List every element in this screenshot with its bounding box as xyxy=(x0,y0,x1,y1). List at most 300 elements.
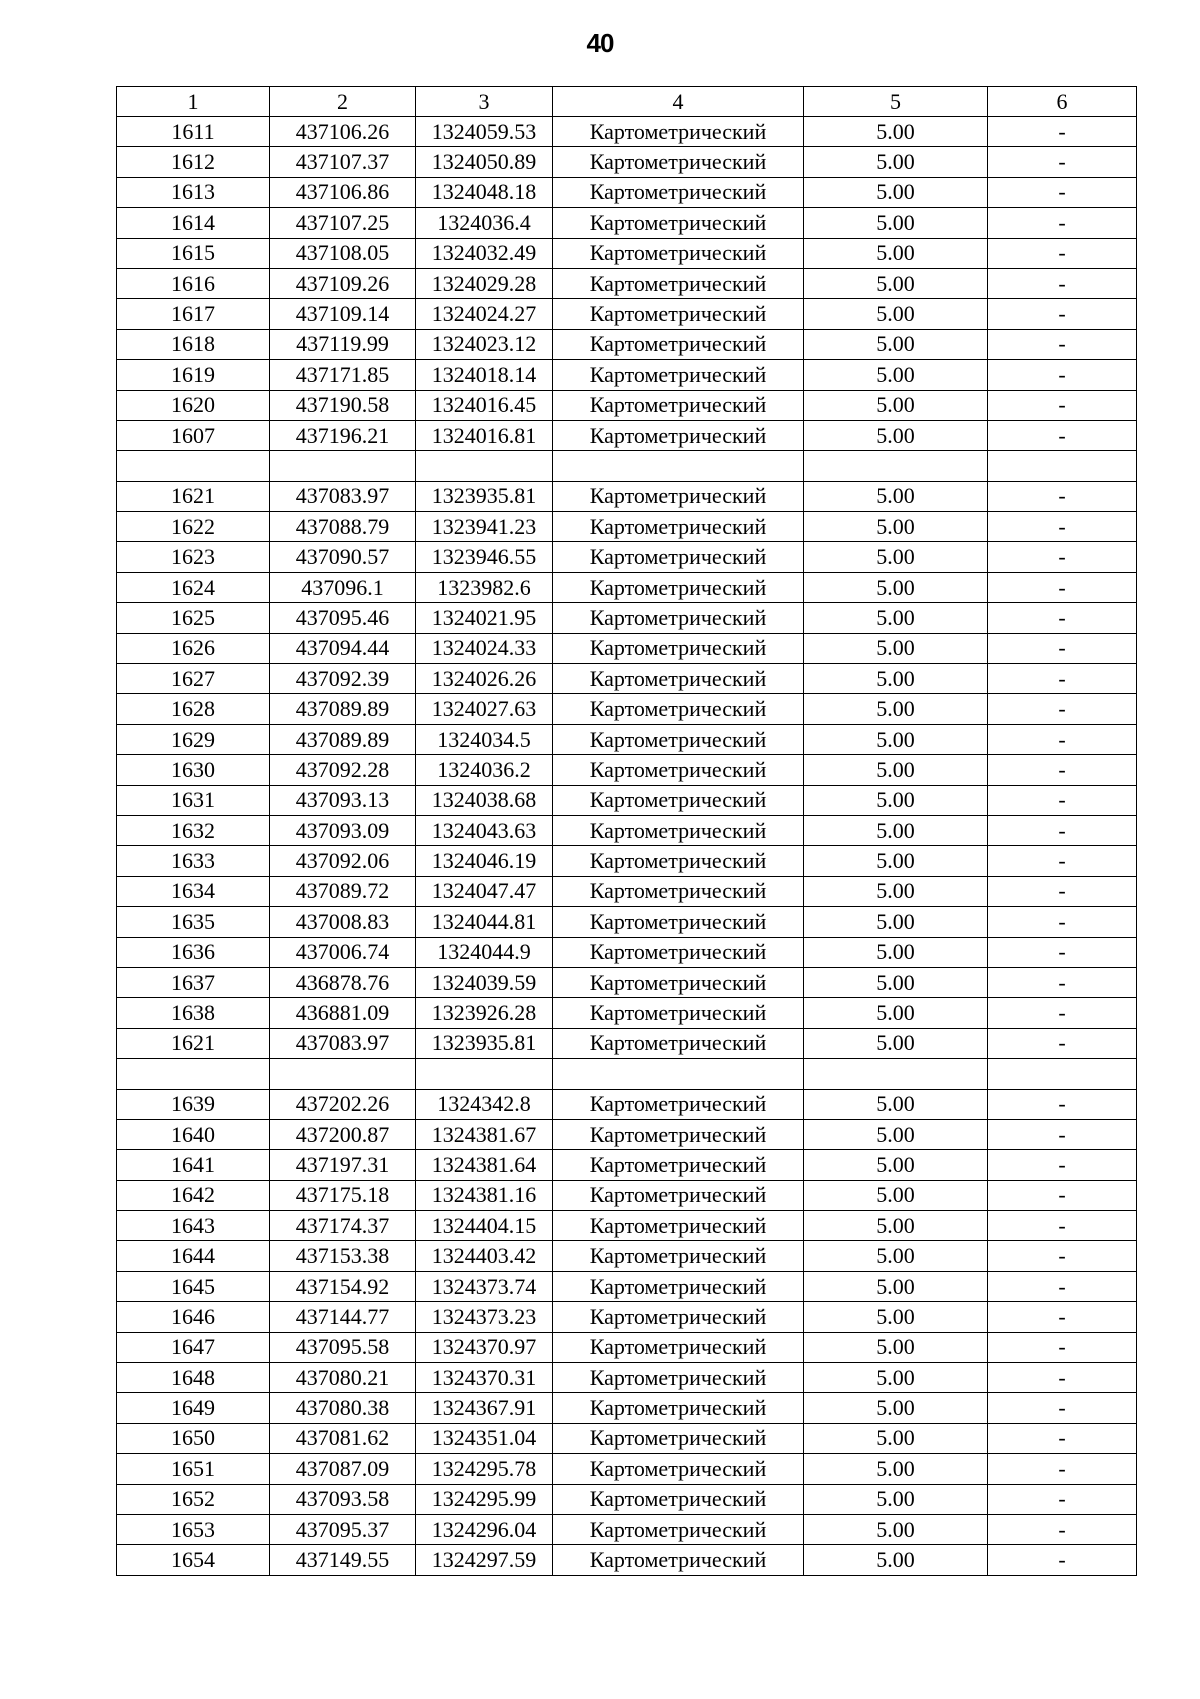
y-coordinate-cell: 1324403.42 xyxy=(416,1241,553,1271)
note-cell: - xyxy=(988,998,1137,1028)
point-number-cell: 1653 xyxy=(117,1514,270,1544)
method-cell: Картометрический xyxy=(553,1332,804,1362)
page-number: 40 xyxy=(586,28,614,58)
y-coordinate-cell: 1324034.5 xyxy=(416,724,553,754)
x-coordinate-cell: 437119.99 xyxy=(270,329,416,359)
x-coordinate-cell: 437080.21 xyxy=(270,1363,416,1393)
note-cell: - xyxy=(988,1211,1137,1241)
accuracy-cell: 5.00 xyxy=(804,664,988,694)
y-coordinate-cell: 1324404.15 xyxy=(416,1211,553,1241)
y-coordinate-cell: 1324047.47 xyxy=(416,876,553,906)
table-row xyxy=(117,1302,1137,1332)
y-coordinate-cell: 1324024.27 xyxy=(416,299,553,329)
x-coordinate-cell: 437089.89 xyxy=(270,694,416,724)
table-row xyxy=(117,1241,1137,1271)
y-coordinate-cell: 1324342.8 xyxy=(416,1089,553,1119)
method-cell: Картометрический xyxy=(553,238,804,268)
x-coordinate-cell: 437109.26 xyxy=(270,268,416,298)
table-row xyxy=(117,907,1137,937)
note-cell: - xyxy=(988,329,1137,359)
method-cell: Картометрический xyxy=(553,603,804,633)
y-coordinate-cell: 1324044.81 xyxy=(416,907,553,937)
accuracy-cell: 5.00 xyxy=(804,208,988,238)
y-coordinate-cell: 1324016.45 xyxy=(416,390,553,420)
point-number-cell: 1634 xyxy=(117,876,270,906)
y-coordinate-cell: 1324048.18 xyxy=(416,177,553,207)
table-row xyxy=(117,846,1137,876)
x-coordinate-cell: 437089.72 xyxy=(270,876,416,906)
note-cell: - xyxy=(988,1089,1137,1119)
x-coordinate-cell: 437096.1 xyxy=(270,572,416,602)
point-number-cell: 1652 xyxy=(117,1484,270,1514)
note-cell: - xyxy=(988,238,1137,268)
y-coordinate-cell: 1324026.26 xyxy=(416,664,553,694)
point-number-cell: 1619 xyxy=(117,360,270,390)
table-row xyxy=(117,1423,1137,1453)
method-cell: Картометрический xyxy=(553,1241,804,1271)
point-number-cell: 1632 xyxy=(117,815,270,845)
method-cell: Картометрический xyxy=(553,1484,804,1514)
accuracy-cell: 5.00 xyxy=(804,1393,988,1423)
table-row xyxy=(117,785,1137,815)
y-coordinate-cell: 1323982.6 xyxy=(416,572,553,602)
y-coordinate-cell xyxy=(416,1059,553,1089)
note-cell: - xyxy=(988,481,1137,511)
y-coordinate-cell: 1324381.67 xyxy=(416,1119,553,1149)
accuracy-cell: 5.00 xyxy=(804,633,988,663)
point-number-cell: 1637 xyxy=(117,967,270,997)
table-row xyxy=(117,147,1137,177)
x-coordinate-cell: 437006.74 xyxy=(270,937,416,967)
note-cell: - xyxy=(988,664,1137,694)
method-cell: Картометрический xyxy=(553,208,804,238)
accuracy-cell: 5.00 xyxy=(804,390,988,420)
x-coordinate-cell: 437202.26 xyxy=(270,1089,416,1119)
accuracy-cell: 5.00 xyxy=(804,694,988,724)
x-coordinate-cell: 437083.97 xyxy=(270,1028,416,1058)
coordinates-table xyxy=(116,86,1137,1576)
point-number-cell: 1613 xyxy=(117,177,270,207)
point-number-cell: 1635 xyxy=(117,907,270,937)
accuracy-cell: 5.00 xyxy=(804,268,988,298)
table-row xyxy=(117,512,1137,542)
y-coordinate-cell: 1324029.28 xyxy=(416,268,553,298)
table-row xyxy=(117,481,1137,511)
y-coordinate-cell: 1323935.81 xyxy=(416,1028,553,1058)
method-cell: Картометрический xyxy=(553,1271,804,1301)
accuracy-cell: 5.00 xyxy=(804,542,988,572)
y-coordinate-cell: 1324021.95 xyxy=(416,603,553,633)
y-coordinate-cell: 1324381.64 xyxy=(416,1150,553,1180)
y-coordinate-cell: 1324295.99 xyxy=(416,1484,553,1514)
method-cell: Картометрический xyxy=(553,694,804,724)
header-cell: 4 xyxy=(553,87,804,117)
note-cell: - xyxy=(988,1514,1137,1544)
accuracy-cell: 5.00 xyxy=(804,967,988,997)
table-row xyxy=(117,1028,1137,1058)
table-row xyxy=(117,329,1137,359)
x-coordinate-cell: 437153.38 xyxy=(270,1241,416,1271)
accuracy-cell: 5.00 xyxy=(804,785,988,815)
y-coordinate-cell: 1323926.28 xyxy=(416,998,553,1028)
note-cell: - xyxy=(988,1393,1137,1423)
y-coordinate-cell: 1324381.16 xyxy=(416,1180,553,1210)
y-coordinate-cell: 1324295.78 xyxy=(416,1454,553,1484)
table-header-row xyxy=(117,87,1137,117)
x-coordinate-cell: 437095.46 xyxy=(270,603,416,633)
table-row xyxy=(117,694,1137,724)
table-row xyxy=(117,208,1137,238)
point-number-cell: 1639 xyxy=(117,1089,270,1119)
y-coordinate-cell xyxy=(416,451,553,481)
x-coordinate-cell: 437094.44 xyxy=(270,633,416,663)
y-coordinate-cell: 1323946.55 xyxy=(416,542,553,572)
point-number-cell: 1611 xyxy=(117,117,270,147)
y-coordinate-cell: 1324043.63 xyxy=(416,815,553,845)
note-cell: - xyxy=(988,1150,1137,1180)
point-number-cell: 1618 xyxy=(117,329,270,359)
accuracy-cell: 5.00 xyxy=(804,117,988,147)
x-coordinate-cell: 437092.06 xyxy=(270,846,416,876)
table-row xyxy=(117,177,1137,207)
method-cell: Картометрический xyxy=(553,998,804,1028)
table-row xyxy=(117,633,1137,663)
method-cell: Картометрический xyxy=(553,329,804,359)
table-row xyxy=(117,572,1137,602)
x-coordinate-cell: 437106.26 xyxy=(270,117,416,147)
accuracy-cell: 5.00 xyxy=(804,177,988,207)
method-cell: Картометрический xyxy=(553,1454,804,1484)
x-coordinate-cell: 436881.09 xyxy=(270,998,416,1028)
point-number-cell: 1622 xyxy=(117,512,270,542)
x-coordinate-cell: 436878.76 xyxy=(270,967,416,997)
method-cell: Картометрический xyxy=(553,815,804,845)
table-row xyxy=(117,299,1137,329)
accuracy-cell: 5.00 xyxy=(804,603,988,633)
note-cell: - xyxy=(988,603,1137,633)
y-coordinate-cell: 1324373.74 xyxy=(416,1271,553,1301)
note-cell: - xyxy=(988,299,1137,329)
x-coordinate-cell: 437108.05 xyxy=(270,238,416,268)
point-number-cell: 1624 xyxy=(117,572,270,602)
x-coordinate-cell: 437083.97 xyxy=(270,481,416,511)
accuracy-cell xyxy=(804,451,988,481)
point-number-cell: 1625 xyxy=(117,603,270,633)
point-number-cell: 1626 xyxy=(117,633,270,663)
table-row xyxy=(117,1150,1137,1180)
accuracy-cell: 5.00 xyxy=(804,1119,988,1149)
table-row xyxy=(117,937,1137,967)
point-number-cell: 1616 xyxy=(117,268,270,298)
y-coordinate-cell: 1324370.97 xyxy=(416,1332,553,1362)
point-number-cell: 1643 xyxy=(117,1211,270,1241)
point-number-cell: 1648 xyxy=(117,1363,270,1393)
y-coordinate-cell: 1323941.23 xyxy=(416,512,553,542)
accuracy-cell: 5.00 xyxy=(804,299,988,329)
x-coordinate-cell: 437109.14 xyxy=(270,299,416,329)
note-cell: - xyxy=(988,177,1137,207)
note-cell: - xyxy=(988,147,1137,177)
table-row xyxy=(117,1089,1137,1119)
method-cell: Картометрический xyxy=(553,1363,804,1393)
note-cell: - xyxy=(988,360,1137,390)
y-coordinate-cell: 1324296.04 xyxy=(416,1514,553,1544)
table-row xyxy=(117,1514,1137,1544)
point-number-cell: 1628 xyxy=(117,694,270,724)
x-coordinate-cell: 437144.77 xyxy=(270,1302,416,1332)
table-row xyxy=(117,1545,1137,1575)
method-cell: Картометрический xyxy=(553,268,804,298)
note-cell: - xyxy=(988,755,1137,785)
x-coordinate-cell: 437093.09 xyxy=(270,815,416,845)
point-number-cell: 1646 xyxy=(117,1302,270,1332)
note-cell: - xyxy=(988,268,1137,298)
table-row xyxy=(117,1454,1137,1484)
y-coordinate-cell: 1323935.81 xyxy=(416,481,553,511)
note-cell: - xyxy=(988,876,1137,906)
table-row xyxy=(117,1271,1137,1301)
accuracy-cell: 5.00 xyxy=(804,937,988,967)
point-number-cell: 1629 xyxy=(117,724,270,754)
x-coordinate-cell: 437107.37 xyxy=(270,147,416,177)
x-coordinate-cell: 437196.21 xyxy=(270,420,416,450)
method-cell: Картометрический xyxy=(553,147,804,177)
x-coordinate-cell: 437092.39 xyxy=(270,664,416,694)
accuracy-cell: 5.00 xyxy=(804,572,988,602)
method-cell: Картометрический xyxy=(553,755,804,785)
accuracy-cell: 5.00 xyxy=(804,1241,988,1271)
note-cell: - xyxy=(988,1241,1137,1271)
method-cell: Картометрический xyxy=(553,1180,804,1210)
point-number-cell: 1633 xyxy=(117,846,270,876)
accuracy-cell: 5.00 xyxy=(804,876,988,906)
note-cell: - xyxy=(988,1332,1137,1362)
accuracy-cell: 5.00 xyxy=(804,1514,988,1544)
y-coordinate-cell: 1324044.9 xyxy=(416,937,553,967)
note-cell: - xyxy=(988,1180,1137,1210)
table-body xyxy=(117,87,1137,1576)
point-number-cell xyxy=(117,451,270,481)
note-cell: - xyxy=(988,937,1137,967)
y-coordinate-cell: 1324027.63 xyxy=(416,694,553,724)
point-number-cell: 1623 xyxy=(117,542,270,572)
accuracy-cell: 5.00 xyxy=(804,1271,988,1301)
note-cell: - xyxy=(988,1271,1137,1301)
point-number-cell: 1651 xyxy=(117,1454,270,1484)
table-row xyxy=(117,815,1137,845)
header-cell: 3 xyxy=(416,87,553,117)
accuracy-cell: 5.00 xyxy=(804,1454,988,1484)
note-cell: - xyxy=(988,1119,1137,1149)
accuracy-cell: 5.00 xyxy=(804,1332,988,1362)
table-row xyxy=(117,1119,1137,1149)
point-number-cell: 1640 xyxy=(117,1119,270,1149)
x-coordinate-cell: 437088.79 xyxy=(270,512,416,542)
point-number-cell: 1638 xyxy=(117,998,270,1028)
accuracy-cell: 5.00 xyxy=(804,329,988,359)
method-cell: Картометрический xyxy=(553,420,804,450)
y-coordinate-cell: 1324036.4 xyxy=(416,208,553,238)
point-number-cell: 1645 xyxy=(117,1271,270,1301)
note-cell: - xyxy=(988,208,1137,238)
accuracy-cell: 5.00 xyxy=(804,1028,988,1058)
x-coordinate-cell: 437093.58 xyxy=(270,1484,416,1514)
accuracy-cell: 5.00 xyxy=(804,755,988,785)
note-cell: - xyxy=(988,572,1137,602)
method-cell: Картометрический xyxy=(553,1545,804,1575)
point-number-cell: 1647 xyxy=(117,1332,270,1362)
y-coordinate-cell: 1324039.59 xyxy=(416,967,553,997)
table-row xyxy=(117,542,1137,572)
method-cell: Картометрический xyxy=(553,1514,804,1544)
note-cell: - xyxy=(988,420,1137,450)
y-coordinate-cell: 1324024.33 xyxy=(416,633,553,663)
note-cell: - xyxy=(988,815,1137,845)
table-row xyxy=(117,238,1137,268)
x-coordinate-cell: 437092.28 xyxy=(270,755,416,785)
accuracy-cell xyxy=(804,1059,988,1089)
point-number-cell: 1621 xyxy=(117,481,270,511)
y-coordinate-cell: 1324038.68 xyxy=(416,785,553,815)
table-row xyxy=(117,420,1137,450)
point-number-cell: 1630 xyxy=(117,755,270,785)
method-cell: Картометрический xyxy=(553,937,804,967)
accuracy-cell: 5.00 xyxy=(804,1089,988,1119)
x-coordinate-cell: 437107.25 xyxy=(270,208,416,238)
point-number-cell: 1607 xyxy=(117,420,270,450)
method-cell: Картометрический xyxy=(553,967,804,997)
x-coordinate-cell xyxy=(270,1059,416,1089)
point-number-cell: 1636 xyxy=(117,937,270,967)
method-cell: Картометрический xyxy=(553,299,804,329)
method-cell xyxy=(553,1059,804,1089)
method-cell: Картометрический xyxy=(553,1089,804,1119)
accuracy-cell: 5.00 xyxy=(804,1484,988,1514)
header-cell: 2 xyxy=(270,87,416,117)
accuracy-cell: 5.00 xyxy=(804,420,988,450)
x-coordinate-cell: 437008.83 xyxy=(270,907,416,937)
table-row xyxy=(117,360,1137,390)
note-cell: - xyxy=(988,1302,1137,1332)
note-cell: - xyxy=(988,846,1137,876)
y-coordinate-cell: 1324367.91 xyxy=(416,1393,553,1423)
method-cell: Картометрический xyxy=(553,1211,804,1241)
y-coordinate-cell: 1324023.12 xyxy=(416,329,553,359)
point-number-cell: 1654 xyxy=(117,1545,270,1575)
header-cell: 1 xyxy=(117,87,270,117)
accuracy-cell: 5.00 xyxy=(804,238,988,268)
note-cell: - xyxy=(988,724,1137,754)
note-cell: - xyxy=(988,785,1137,815)
x-coordinate-cell: 437175.18 xyxy=(270,1180,416,1210)
note-cell: - xyxy=(988,542,1137,572)
table-row xyxy=(117,1332,1137,1362)
point-number-cell: 1614 xyxy=(117,208,270,238)
method-cell: Картометрический xyxy=(553,481,804,511)
accuracy-cell: 5.00 xyxy=(804,815,988,845)
x-coordinate-cell: 437090.57 xyxy=(270,542,416,572)
note-cell: - xyxy=(988,512,1137,542)
y-coordinate-cell: 1324059.53 xyxy=(416,117,553,147)
x-coordinate-cell xyxy=(270,451,416,481)
method-cell: Картометрический xyxy=(553,360,804,390)
note-cell: - xyxy=(988,1545,1137,1575)
method-cell: Картометрический xyxy=(553,907,804,937)
accuracy-cell: 5.00 xyxy=(804,1363,988,1393)
x-coordinate-cell: 437190.58 xyxy=(270,390,416,420)
table-row xyxy=(117,724,1137,754)
y-coordinate-cell: 1324370.31 xyxy=(416,1363,553,1393)
table-row xyxy=(117,876,1137,906)
method-cell: Картометрический xyxy=(553,512,804,542)
x-coordinate-cell: 437095.37 xyxy=(270,1514,416,1544)
table-row xyxy=(117,1211,1137,1241)
method-cell: Картометрический xyxy=(553,1028,804,1058)
x-coordinate-cell: 437154.92 xyxy=(270,1271,416,1301)
x-coordinate-cell: 437080.38 xyxy=(270,1393,416,1423)
x-coordinate-cell: 437174.37 xyxy=(270,1211,416,1241)
header-cell: 5 xyxy=(804,87,988,117)
point-number-cell: 1620 xyxy=(117,390,270,420)
point-number-cell: 1621 xyxy=(117,1028,270,1058)
y-coordinate-cell: 1324032.49 xyxy=(416,238,553,268)
accuracy-cell: 5.00 xyxy=(804,907,988,937)
x-coordinate-cell: 437106.86 xyxy=(270,177,416,207)
table-row xyxy=(117,1484,1137,1514)
x-coordinate-cell: 437200.87 xyxy=(270,1119,416,1149)
y-coordinate-cell: 1324373.23 xyxy=(416,1302,553,1332)
method-cell: Картометрический xyxy=(553,390,804,420)
method-cell: Картометрический xyxy=(553,664,804,694)
x-coordinate-cell: 437087.09 xyxy=(270,1454,416,1484)
x-coordinate-cell: 437197.31 xyxy=(270,1150,416,1180)
x-coordinate-cell: 437093.13 xyxy=(270,785,416,815)
accuracy-cell: 5.00 xyxy=(804,724,988,754)
table-row xyxy=(117,1363,1137,1393)
method-cell: Картометрический xyxy=(553,572,804,602)
note-cell: - xyxy=(988,907,1137,937)
accuracy-cell: 5.00 xyxy=(804,147,988,177)
note-cell: - xyxy=(988,967,1137,997)
point-number-cell xyxy=(117,1059,270,1089)
table-row xyxy=(117,1059,1137,1089)
method-cell: Картометрический xyxy=(553,177,804,207)
table-row xyxy=(117,998,1137,1028)
point-number-cell: 1649 xyxy=(117,1393,270,1423)
table-row xyxy=(117,1180,1137,1210)
accuracy-cell: 5.00 xyxy=(804,1211,988,1241)
table-row xyxy=(117,268,1137,298)
point-number-cell: 1617 xyxy=(117,299,270,329)
accuracy-cell: 5.00 xyxy=(804,846,988,876)
method-cell: Картометрический xyxy=(553,785,804,815)
x-coordinate-cell: 437171.85 xyxy=(270,360,416,390)
note-cell: - xyxy=(988,633,1137,663)
method-cell: Картометрический xyxy=(553,846,804,876)
point-number-cell: 1631 xyxy=(117,785,270,815)
method-cell: Картометрический xyxy=(553,1150,804,1180)
note-cell: - xyxy=(988,1454,1137,1484)
accuracy-cell: 5.00 xyxy=(804,998,988,1028)
method-cell: Картометрический xyxy=(553,633,804,663)
method-cell: Картометрический xyxy=(553,876,804,906)
note-cell xyxy=(988,451,1137,481)
x-coordinate-cell: 437095.58 xyxy=(270,1332,416,1362)
method-cell: Картометрический xyxy=(553,542,804,572)
accuracy-cell: 5.00 xyxy=(804,1150,988,1180)
note-cell: - xyxy=(988,1423,1137,1453)
point-number-cell: 1641 xyxy=(117,1150,270,1180)
